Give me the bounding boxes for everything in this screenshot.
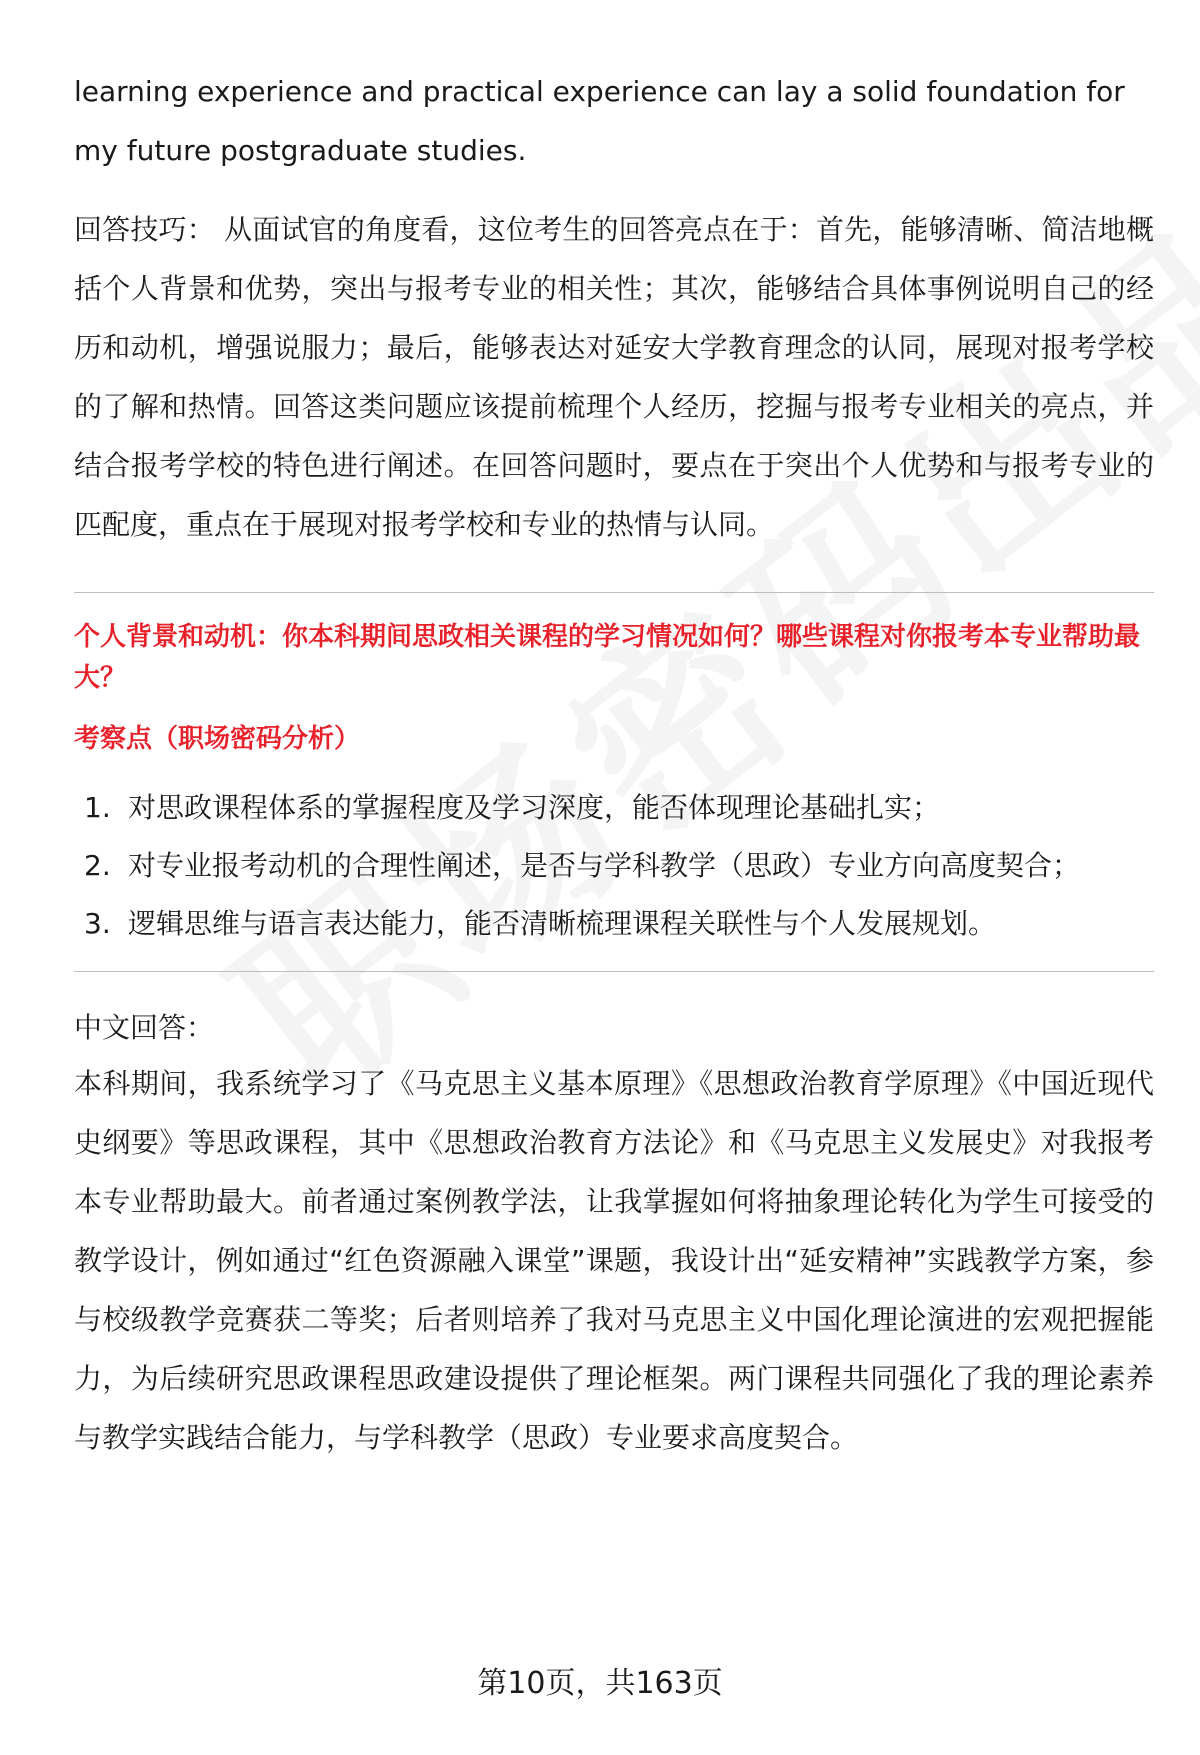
assessment-point-number: 3. [84,907,111,940]
assessment-point-text: 对专业报考动机的合理性阐述，是否与学科教学（思政）专业方向高度契合； [128,849,1081,882]
assessment-heading: 考察点（职场密码分析） [74,724,361,754]
assessment-point-number: 1. [84,791,111,824]
assessment-point [74,895,1154,953]
intro-en-line-1: learning experience and practical experience can lay a solid foundation for [74,75,1125,108]
answer-label: 中文回答： [74,1011,215,1044]
assessment-points-list [74,779,1154,953]
assessment-point [74,779,1154,837]
assessment-point-text: 逻辑思维与语言表达能力，能否清晰梳理课程关联性与个人发展规划。 [128,907,997,940]
answer-paragraph: 本科期间，我系统学习了《马克思主义基本原理》《思想政治教育学原理》《中国近现代史纲要》等思政课程，其中《思想政治教育方法论》和《马克思主义发展史》对我报考本专业帮助最大。前者通过案例教学法，让我掌握如何将抽象理论转化为学生可接受的教学设计，例如通过“红色资源融入课堂”课题，我设计出“延安精神”实践教学方案，参与校级教学竞赛获二等奖；后者则培养了我对马克思主义中国化理论演进的宏观把握能力，为后续研究思政课程思政建设提供了理论框架。两门课程共同强化了我的理论素养与教学实践结合能力，与学科教学（思政）专业要求高度契合。 [74,1067,1154,1454]
answer-tips-paragraph: 回答技巧： 从面试官的角度看，这位考生的回答亮点在于：首先，能够清晰、简洁地概括个人背景和优势，突出与报考专业的相关性；其次，能够结合具体事例说明自己的经历和动机，增强说服力；最后，能够表达对延安大学教育理念的认同，展现对报考学校的了解和热情。回答这类问题应该提前梳理个人经历，挖掘与报考专业相关的亮点，并结合报考学校的特色进行阐述。在回答问题时，要点在于突出个人优势和与报考专业的匹配度，重点在于展现对报考学校和专业的热情与认同。 [74,213,1154,541]
document-body [74,62,1154,1467]
page-number-footer: 第10页，共163页 [477,1666,723,1701]
assessment-point-number: 2. [84,849,111,882]
question-heading: 个人背景和动机：你本科期间思政相关课程的学习情况如何？哪些课程对你报考本专业帮助最大？ [74,622,1141,693]
assessment-point-text: 对思政课程体系的掌握程度及学习深度，能否体现理论基础扎实； [128,791,941,824]
intro-en-line-2: my future postgraduate studies. [74,134,527,167]
assessment-point [74,837,1154,895]
